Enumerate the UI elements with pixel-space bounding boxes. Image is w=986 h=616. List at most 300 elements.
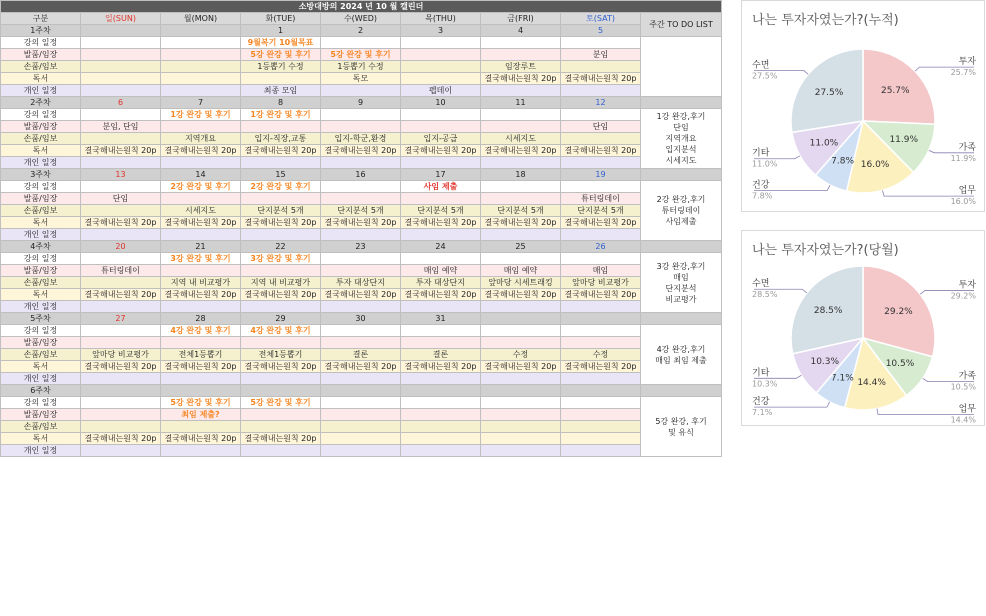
row-label: 손품/임보 — [1, 421, 81, 433]
week-label: 5주차 — [1, 313, 81, 325]
schedule-cell[interactable] — [321, 109, 401, 121]
todo-header-spacer — [641, 241, 722, 253]
schedule-cell[interactable] — [561, 397, 641, 409]
todo-header-spacer — [641, 385, 722, 397]
date-cell[interactable]: 13 — [81, 169, 161, 181]
activity-row — [1, 205, 722, 217]
schedule-cell[interactable] — [561, 301, 641, 313]
schedule-cell[interactable]: 지역개요 — [161, 133, 241, 145]
schedule-cell[interactable] — [561, 37, 641, 49]
schedule-cell[interactable] — [161, 373, 241, 385]
slice-value-label: 7.8% — [831, 156, 855, 167]
weekly-todo[interactable] — [641, 397, 722, 457]
date-cell[interactable] — [81, 25, 161, 37]
date-cell[interactable]: 12 — [561, 97, 641, 109]
schedule-cell[interactable] — [561, 445, 641, 457]
schedule-cell[interactable] — [401, 61, 481, 73]
row-label: 개인 일정 — [1, 445, 81, 457]
schedule-cell[interactable] — [481, 253, 561, 265]
schedule-cell[interactable] — [561, 181, 641, 193]
schedule-cell[interactable] — [81, 109, 161, 121]
schedule-cell[interactable] — [241, 301, 321, 313]
schedule-cell[interactable] — [321, 253, 401, 265]
activity-row — [1, 145, 722, 157]
date-cell[interactable]: 6 — [81, 97, 161, 109]
schedule-cell[interactable]: 결국해내는원칙 20p — [481, 361, 561, 373]
date-cell[interactable]: 10 — [401, 97, 481, 109]
schedule-cell[interactable]: 결국해내는원칙 20p — [321, 217, 401, 229]
schedule-cell[interactable] — [161, 157, 241, 169]
schedule-cell[interactable] — [401, 409, 481, 421]
schedule-cell[interactable]: 단임 — [81, 193, 161, 205]
schedule-cell[interactable] — [81, 409, 161, 421]
date-cell[interactable] — [321, 385, 401, 397]
schedule-cell[interactable] — [241, 229, 321, 241]
row-label: 손품/임보 — [1, 133, 81, 145]
schedule-cell[interactable]: 5강 완강 및 후기 — [321, 49, 401, 61]
schedule-cell[interactable]: 사임 제출 — [401, 181, 481, 193]
schedule-cell[interactable] — [481, 373, 561, 385]
schedule-cell[interactable]: 결국해내는원칙 20p — [81, 433, 161, 445]
date-cell[interactable]: 28 — [161, 313, 241, 325]
date-cell[interactable]: 5 — [561, 25, 641, 37]
schedule-cell[interactable] — [561, 325, 641, 337]
schedule-cell[interactable]: 지역 내 비교평가 — [241, 277, 321, 289]
schedule-cell[interactable]: 결국해내는원칙 20p — [81, 145, 161, 157]
schedule-cell[interactable] — [561, 61, 641, 73]
date-cell[interactable]: 7 — [161, 97, 241, 109]
schedule-cell[interactable] — [81, 85, 161, 97]
schedule-cell[interactable] — [561, 229, 641, 241]
schedule-cell[interactable] — [401, 193, 481, 205]
schedule-cell[interactable]: 3강 완강 및 후기 — [241, 253, 321, 265]
schedule-cell[interactable] — [161, 265, 241, 277]
schedule-cell[interactable]: 수정 — [561, 349, 641, 361]
schedule-cell[interactable] — [81, 373, 161, 385]
schedule-cell[interactable]: 3강 완강 및 후기 — [161, 253, 241, 265]
schedule-cell[interactable] — [481, 409, 561, 421]
activity-row — [1, 445, 722, 457]
schedule-cell[interactable]: 결국해내는원칙 20p — [481, 289, 561, 301]
schedule-cell[interactable] — [321, 121, 401, 133]
schedule-cell[interactable]: 결국해내는원칙 20p — [481, 145, 561, 157]
schedule-cell[interactable]: 임장루트 — [481, 61, 561, 73]
schedule-cell[interactable]: 결론 — [401, 349, 481, 361]
schedule-cell[interactable] — [81, 181, 161, 193]
schedule-cell[interactable] — [241, 121, 321, 133]
schedule-cell[interactable] — [401, 397, 481, 409]
schedule-cell[interactable] — [81, 397, 161, 409]
schedule-cell[interactable] — [161, 121, 241, 133]
schedule-cell[interactable]: 매임 예약 — [401, 265, 481, 277]
schedule-cell[interactable]: 결국해내는원칙 20p — [161, 145, 241, 157]
schedule-cell[interactable]: 1등뽑기 수정 — [321, 61, 401, 73]
date-cell[interactable]: 18 — [481, 169, 561, 181]
date-cell[interactable]: 2 — [321, 25, 401, 37]
schedule-cell[interactable] — [241, 265, 321, 277]
schedule-cell[interactable]: 투자 대상단지 — [321, 277, 401, 289]
schedule-cell[interactable] — [81, 49, 161, 61]
schedule-cell[interactable]: 결국해내는원칙 20p — [161, 289, 241, 301]
schedule-cell[interactable]: 결국해내는원칙 20p — [401, 289, 481, 301]
schedule-cell[interactable] — [481, 193, 561, 205]
date-cell[interactable] — [561, 313, 641, 325]
date-cell[interactable]: 24 — [401, 241, 481, 253]
schedule-cell[interactable] — [81, 61, 161, 73]
date-cell[interactable]: 3 — [401, 25, 481, 37]
schedule-cell[interactable] — [401, 109, 481, 121]
schedule-cell[interactable] — [401, 433, 481, 445]
schedule-cell[interactable] — [321, 409, 401, 421]
schedule-cell[interactable]: 단지분석 5개 — [241, 205, 321, 217]
schedule-cell[interactable] — [561, 433, 641, 445]
date-cell[interactable]: 20 — [81, 241, 161, 253]
schedule-cell[interactable] — [481, 445, 561, 457]
schedule-cell[interactable] — [401, 229, 481, 241]
schedule-cell[interactable]: 분임, 단임 — [81, 121, 161, 133]
category-label: 건강 — [752, 180, 770, 191]
schedule-cell[interactable] — [481, 433, 561, 445]
week-row — [1, 97, 722, 109]
schedule-cell[interactable]: 4강 완강 및 후기 — [161, 325, 241, 337]
schedule-cell[interactable] — [561, 85, 641, 97]
schedule-cell[interactable]: 단지분석 5개 — [561, 205, 641, 217]
schedule-cell[interactable] — [321, 193, 401, 205]
date-cell[interactable]: 15 — [241, 169, 321, 181]
date-cell[interactable] — [481, 313, 561, 325]
schedule-cell[interactable] — [321, 181, 401, 193]
schedule-cell[interactable] — [161, 49, 241, 61]
schedule-cell[interactable] — [561, 421, 641, 433]
date-cell[interactable]: 25 — [481, 241, 561, 253]
schedule-cell[interactable]: 5강 완강 및 후기 — [241, 49, 321, 61]
schedule-cell[interactable] — [481, 337, 561, 349]
schedule-cell[interactable] — [161, 229, 241, 241]
date-cell[interactable]: 31 — [401, 313, 481, 325]
schedule-cell[interactable] — [161, 37, 241, 49]
todo-line: 사임제출 — [665, 217, 697, 226]
schedule-cell[interactable] — [241, 157, 321, 169]
schedule-cell[interactable]: 단지분석 5개 — [481, 205, 561, 217]
schedule-cell[interactable]: 앞마당 비교평가 — [561, 277, 641, 289]
schedule-cell[interactable]: 결국해내는원칙 20p — [321, 289, 401, 301]
week-row — [1, 25, 722, 37]
schedule-cell[interactable] — [561, 157, 641, 169]
schedule-cell[interactable]: 결국해내는원칙 20p — [241, 145, 321, 157]
schedule-cell[interactable] — [241, 337, 321, 349]
date-cell[interactable]: 22 — [241, 241, 321, 253]
schedule-cell[interactable] — [81, 337, 161, 349]
weekly-todo[interactable] — [641, 109, 722, 169]
schedule-cell[interactable]: 결국해내는원칙 20p — [481, 217, 561, 229]
date-cell[interactable]: 21 — [161, 241, 241, 253]
date-cell[interactable]: 4 — [481, 25, 561, 37]
schedule-cell[interactable] — [401, 445, 481, 457]
activity-row — [1, 409, 722, 421]
schedule-cell[interactable]: 결국해내는원칙 20p — [81, 217, 161, 229]
date-cell[interactable] — [401, 385, 481, 397]
schedule-cell[interactable]: 1강 완강 및 후기 — [161, 109, 241, 121]
schedule-cell[interactable]: 결국해내는원칙 20p — [561, 361, 641, 373]
schedule-cell[interactable] — [81, 301, 161, 313]
schedule-cell[interactable] — [161, 61, 241, 73]
schedule-cell[interactable] — [401, 337, 481, 349]
schedule-cell[interactable]: 앞마당 시세트래킹 — [481, 277, 561, 289]
schedule-cell[interactable] — [401, 121, 481, 133]
todo-line: 비교평가 — [665, 294, 697, 304]
schedule-cell[interactable]: 단임 — [561, 121, 641, 133]
row-label: 강의 일정 — [1, 325, 81, 337]
date-cell[interactable] — [241, 385, 321, 397]
schedule-cell[interactable] — [401, 37, 481, 49]
schedule-cell[interactable] — [81, 421, 161, 433]
weekly-todo[interactable] — [641, 325, 722, 385]
schedule-cell[interactable] — [401, 325, 481, 337]
schedule-cell[interactable] — [81, 205, 161, 217]
schedule-cell[interactable] — [481, 49, 561, 61]
schedule-cell[interactable] — [321, 37, 401, 49]
schedule-cell[interactable] — [161, 445, 241, 457]
schedule-cell[interactable] — [321, 157, 401, 169]
schedule-cell[interactable]: 결국해내는원칙 20p — [161, 433, 241, 445]
date-cell[interactable]: 14 — [161, 169, 241, 181]
schedule-cell[interactable]: 결국해내는원칙 20p — [401, 217, 481, 229]
schedule-cell[interactable]: 튜터링데이 — [561, 193, 641, 205]
activity-row — [1, 109, 722, 121]
schedule-cell[interactable] — [161, 193, 241, 205]
schedule-cell[interactable]: 투자 대상단지 — [401, 277, 481, 289]
schedule-cell[interactable]: 결국해내는원칙 20p — [241, 289, 321, 301]
schedule-cell[interactable]: 결국해내는원칙 20p — [161, 217, 241, 229]
weekly-todo[interactable] — [641, 37, 722, 97]
schedule-cell[interactable] — [81, 229, 161, 241]
schedule-cell[interactable]: 전체1등뽑기 — [161, 349, 241, 361]
activity-row — [1, 421, 722, 433]
schedule-cell[interactable] — [561, 253, 641, 265]
schedule-cell[interactable] — [401, 49, 481, 61]
schedule-cell[interactable] — [241, 409, 321, 421]
schedule-cell[interactable]: 결국해내는원칙 20p — [561, 145, 641, 157]
date-cell[interactable]: 23 — [321, 241, 401, 253]
schedule-cell[interactable] — [401, 301, 481, 313]
schedule-cell[interactable]: 결론 — [321, 349, 401, 361]
date-cell[interactable]: 27 — [81, 313, 161, 325]
date-cell[interactable]: 16 — [321, 169, 401, 181]
schedule-cell[interactable] — [81, 325, 161, 337]
category-label: 수면 — [752, 279, 770, 290]
activity-row — [1, 73, 722, 85]
schedule-cell[interactable] — [481, 229, 561, 241]
schedule-cell[interactable] — [481, 301, 561, 313]
schedule-cell[interactable] — [401, 157, 481, 169]
category-label: 업무 — [958, 186, 976, 197]
category-label: 투자 — [958, 280, 976, 291]
schedule-cell[interactable] — [321, 445, 401, 457]
schedule-cell[interactable]: 4강 완강 및 후기 — [241, 325, 321, 337]
schedule-cell[interactable] — [481, 397, 561, 409]
schedule-cell[interactable] — [561, 373, 641, 385]
slice-value-label: 10.3% — [810, 357, 840, 368]
schedule-cell[interactable]: 결국해내는원칙 20p — [401, 145, 481, 157]
schedule-cell[interactable] — [81, 37, 161, 49]
schedule-cell[interactable] — [321, 373, 401, 385]
date-cell[interactable] — [561, 385, 641, 397]
schedule-cell[interactable]: 결국해내는원칙 20p — [81, 361, 161, 373]
schedule-cell[interactable] — [81, 157, 161, 169]
schedule-cell[interactable]: 결국해내는원칙 20p — [561, 289, 641, 301]
schedule-cell[interactable] — [161, 85, 241, 97]
schedule-cell[interactable]: 지역 내 비교평가 — [161, 277, 241, 289]
schedule-cell[interactable]: 분임 — [561, 49, 641, 61]
schedule-cell[interactable]: 단지분석 5개 — [401, 205, 481, 217]
schedule-cell[interactable] — [321, 301, 401, 313]
schedule-cell[interactable]: 9월복기 10월목표 — [241, 37, 321, 49]
schedule-cell[interactable] — [321, 265, 401, 277]
schedule-cell[interactable]: 결국해내는원칙 20p — [161, 361, 241, 373]
header-day: 일(SUN) — [81, 13, 161, 25]
schedule-cell[interactable]: 단지분석 5개 — [321, 205, 401, 217]
row-label: 발품/임장 — [1, 193, 81, 205]
date-cell[interactable] — [161, 385, 241, 397]
schedule-cell[interactable] — [401, 73, 481, 85]
date-cell[interactable] — [481, 385, 561, 397]
row-label: 독서 — [1, 217, 81, 229]
todo-line: 시세지도 — [665, 156, 697, 165]
schedule-cell[interactable] — [401, 373, 481, 385]
schedule-cell[interactable]: 수정 — [481, 349, 561, 361]
schedule-cell[interactable] — [81, 445, 161, 457]
schedule-cell[interactable] — [81, 277, 161, 289]
schedule-cell[interactable]: 펩데이 — [401, 85, 481, 97]
schedule-cell[interactable] — [481, 85, 561, 97]
schedule-cell[interactable] — [321, 397, 401, 409]
date-cell[interactable]: 1 — [241, 25, 321, 37]
schedule-cell[interactable] — [321, 433, 401, 445]
todo-line: 단임 — [673, 123, 689, 132]
schedule-cell[interactable] — [481, 421, 561, 433]
schedule-cell[interactable]: 튜터링데이 — [81, 265, 161, 277]
schedule-cell[interactable] — [81, 133, 161, 145]
schedule-cell[interactable]: 입지-학군,환경 — [321, 133, 401, 145]
weekly-todo[interactable] — [641, 181, 722, 241]
schedule-cell[interactable] — [161, 73, 241, 85]
schedule-cell[interactable]: 매임 — [561, 265, 641, 277]
date-cell[interactable]: 17 — [401, 169, 481, 181]
schedule-cell[interactable] — [81, 73, 161, 85]
schedule-cell[interactable]: 앞마당 비교평가 — [81, 349, 161, 361]
schedule-cell[interactable]: 시세지도 — [161, 205, 241, 217]
row-label: 발품/임장 — [1, 121, 81, 133]
row-label: 손품/임보 — [1, 61, 81, 73]
schedule-cell[interactable]: 결국해내는원칙 20p — [321, 145, 401, 157]
category-percent-label: 11.0% — [752, 159, 778, 169]
schedule-cell[interactable] — [561, 109, 641, 121]
schedule-cell[interactable] — [321, 85, 401, 97]
schedule-cell[interactable] — [161, 421, 241, 433]
schedule-cell[interactable]: 독모 — [321, 73, 401, 85]
schedule-cell[interactable] — [241, 373, 321, 385]
row-label: 발품/임장 — [1, 409, 81, 421]
schedule-cell[interactable]: 입지-공급 — [401, 133, 481, 145]
schedule-cell[interactable]: 1등뽑기 수정 — [241, 61, 321, 73]
schedule-cell[interactable] — [561, 337, 641, 349]
schedule-cell[interactable]: 결국해내는원칙 20p — [561, 217, 641, 229]
schedule-cell[interactable]: 5강 완강 및 후기 — [161, 397, 241, 409]
schedule-cell[interactable]: 결국해내는원칙 20p — [241, 433, 321, 445]
schedule-cell[interactable]: 전체1등뽑기 — [241, 349, 321, 361]
schedule-cell[interactable]: 결국해내는원칙 20p — [481, 73, 561, 85]
date-cell[interactable]: 26 — [561, 241, 641, 253]
schedule-cell[interactable] — [321, 421, 401, 433]
schedule-cell[interactable]: 최임 제출? — [161, 409, 241, 421]
schedule-cell[interactable] — [241, 445, 321, 457]
weekly-todo[interactable] — [641, 253, 722, 313]
schedule-cell[interactable]: 결국해내는원칙 20p — [81, 289, 161, 301]
schedule-cell[interactable] — [321, 325, 401, 337]
schedule-cell[interactable] — [241, 421, 321, 433]
schedule-cell[interactable] — [321, 229, 401, 241]
schedule-cell[interactable] — [481, 181, 561, 193]
date-cell[interactable]: 29 — [241, 313, 321, 325]
schedule-cell[interactable] — [81, 253, 161, 265]
schedule-cell[interactable] — [161, 301, 241, 313]
schedule-cell[interactable] — [481, 37, 561, 49]
schedule-cell[interactable]: 결국해내는원칙 20p — [241, 361, 321, 373]
schedule-cell[interactable]: 2강 완강 및 후기 — [241, 181, 321, 193]
schedule-cell[interactable] — [481, 121, 561, 133]
schedule-cell[interactable] — [161, 337, 241, 349]
schedule-cell[interactable]: 결국해내는원칙 20p — [561, 73, 641, 85]
activity-row — [1, 337, 722, 349]
schedule-cell[interactable] — [241, 193, 321, 205]
schedule-cell[interactable] — [401, 421, 481, 433]
todo-line: 매임 최임 제출 — [655, 355, 707, 365]
row-label: 개인 일정 — [1, 373, 81, 385]
date-cell[interactable]: 19 — [561, 169, 641, 181]
schedule-cell[interactable] — [241, 73, 321, 85]
date-cell[interactable]: 30 — [321, 313, 401, 325]
schedule-cell[interactable] — [481, 109, 561, 121]
row-label: 독서 — [1, 361, 81, 373]
schedule-cell[interactable]: 입지-직장,교통 — [241, 133, 321, 145]
schedule-cell[interactable]: 결국해내는원칙 20p — [401, 361, 481, 373]
slice-value-label: 25.7% — [880, 86, 910, 97]
schedule-cell[interactable] — [321, 337, 401, 349]
date-cell[interactable] — [81, 385, 161, 397]
schedule-cell[interactable] — [561, 409, 641, 421]
schedule-cell[interactable]: 시세지도 — [481, 133, 561, 145]
activity-row — [1, 49, 722, 61]
activity-row — [1, 265, 722, 277]
schedule-cell[interactable] — [561, 133, 641, 145]
date-cell[interactable]: 11 — [481, 97, 561, 109]
date-cell[interactable] — [161, 25, 241, 37]
schedule-cell[interactable]: 결국해내는원칙 20p — [241, 217, 321, 229]
schedule-cell[interactable]: 1강 완강 및 후기 — [241, 109, 321, 121]
category-percent-label: 10.3% — [752, 379, 778, 389]
schedule-cell[interactable]: 최종 모임 — [241, 85, 321, 97]
schedule-cell[interactable]: 결국해내는원칙 20p — [321, 361, 401, 373]
header-todo: 주간 TO DO LIST — [641, 13, 722, 37]
schedule-cell[interactable]: 5강 완강 및 후기 — [241, 397, 321, 409]
schedule-cell[interactable] — [481, 157, 561, 169]
date-cell[interactable]: 8 — [241, 97, 321, 109]
schedule-cell[interactable] — [481, 325, 561, 337]
schedule-cell[interactable] — [401, 253, 481, 265]
date-cell[interactable]: 9 — [321, 97, 401, 109]
schedule-cell[interactable]: 매임 예약 — [481, 265, 561, 277]
schedule-cell[interactable]: 2강 완강 및 후기 — [161, 181, 241, 193]
